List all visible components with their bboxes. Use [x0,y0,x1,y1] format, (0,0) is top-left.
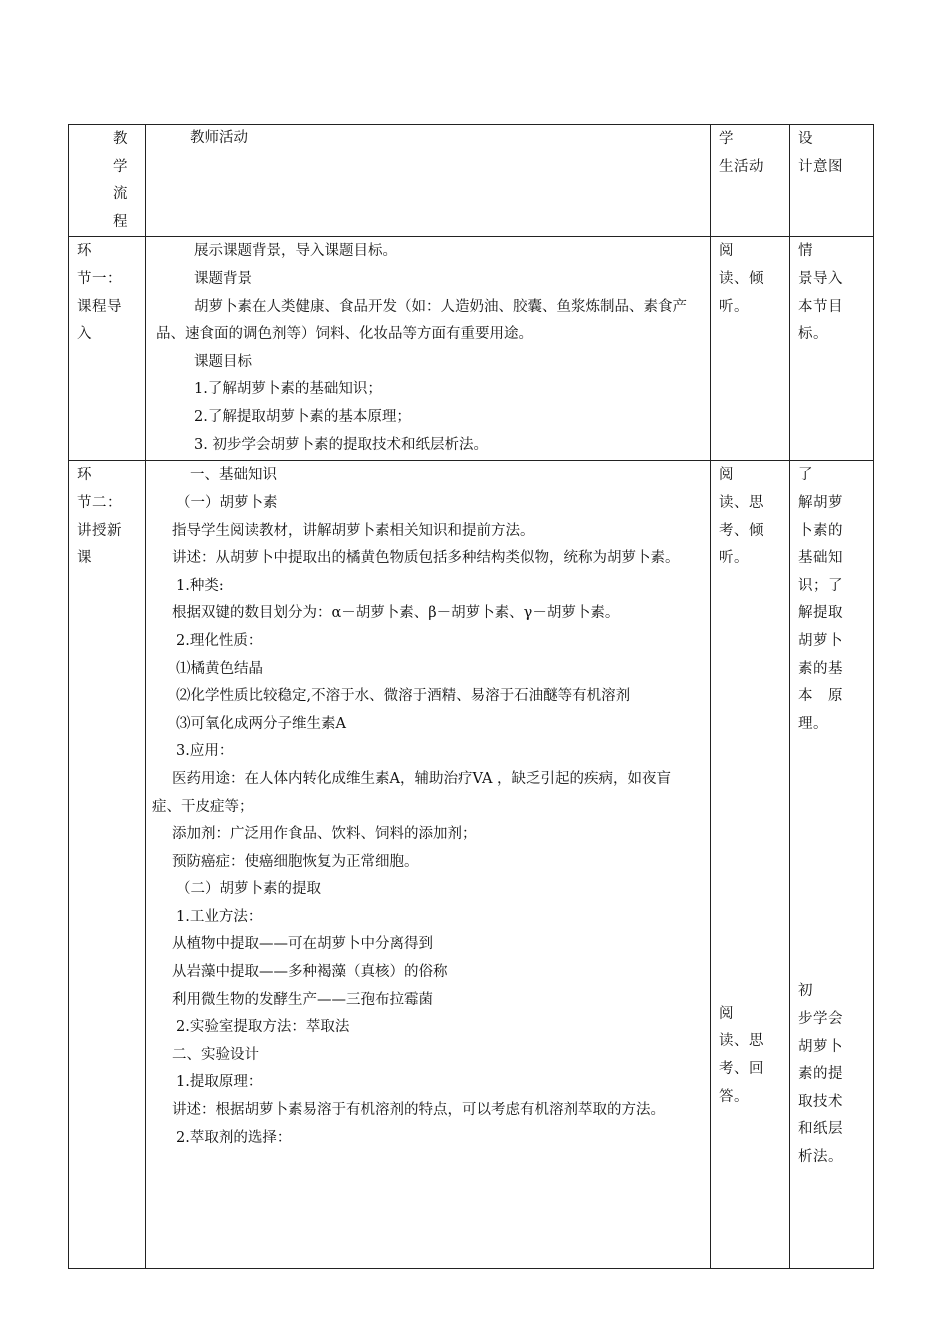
stage-1-intent-text: 情 景导入 本节目 标。 [798,243,843,343]
s2-line-1: （一）胡萝卜素 [176,494,278,511]
stage-1-teacher [146,237,711,461]
header-stage-text: 教 学流程 [113,131,128,230]
s1-line-6: 3. 初步学会胡萝卜素的提取技术和纸层析法。 [194,436,488,453]
s2-line-10: 3.应用： [176,743,234,760]
s2-line-9: ⑶可氧化成两分子维生素A [176,715,346,732]
stage-1-student [711,237,790,461]
s2-line-2: 指导学生阅读教材，讲解胡萝卜素相关知识和提前方法。 [172,522,535,539]
header-intent-text: 设 计意图 [798,131,843,175]
stage-1-student-text: 阅 读、倾 听。 [719,243,764,315]
header-intent [790,125,874,237]
s1-line-4: 1.了解胡萝卜素的基础知识； [194,381,382,398]
stage-1-intent [790,237,874,461]
stage-2-intent-b: 初 步学会 胡萝卜 素的提 取技术 和纸层 析法。 [798,983,843,1165]
header-teacher [146,125,711,237]
s1-line-5: 2.了解提取胡萝卜素的基本原理； [194,408,411,425]
s2-line-19: 2.实验室提取方法：萃取法 [176,1019,350,1036]
s2-line-15: 1.工业方法： [176,908,263,925]
s2-line-11: 医药用途：在人体内转化成维生素A，辅助治疗VA ，缺乏引起的疾病，如夜盲症、干皮症等； [152,770,672,815]
s2-line-20: 二、实验设计 [172,1046,259,1063]
s2-line-6: 2.理化性质： [176,632,263,649]
stage-2-label [69,461,146,1269]
stage-2-row [69,461,874,1269]
stage-2-intent-a: 了 解胡萝 卜素的 基础知 识；了 解提取 胡萝卜 素的基 本 原 理。 [798,467,843,732]
stage-2-student-b: 阅 读、思 考、回 答。 [719,1005,764,1105]
header-student-text: 学 生活动 [719,131,764,175]
s1-line-2: 胡萝卜素在人类健康、食品开发（如：人造奶油、胶囊、鱼浆炼制品、素食产品、速食面的调色剂等）饲料、化妆品等方面有重要用途。 [156,298,687,343]
s2-line-21: 1.提取原理： [176,1074,263,1091]
s2-line-0: 一、基础知识 [190,467,277,484]
s2-line-12: 添加剂：广泛用作食品、饮料、饲料的添加剂； [172,826,477,843]
s1-line-0: 展示课题背景，导入课题目标。 [194,243,397,260]
s1-line-1: 课题背景 [194,270,252,287]
s2-line-8: ⑵化学性质比较稳定,不溶于水、微溶于酒精、易溶于石油醚等有机溶剂 [176,688,631,705]
stage-2-student [711,461,790,1269]
s2-line-17: 从岩藻中提取——多种褐藻（真核）的俗称 [172,964,448,981]
s2-line-18: 利用微生物的发酵生产——三孢布拉霉菌 [172,991,433,1008]
stage-2-student-a: 阅 读、思 考、倾 听。 [719,467,764,567]
header-stage [69,125,146,237]
s2-line-4: 1.种类: [176,577,224,594]
stage-2-intent [790,461,874,1269]
stage-2-label-text: 环 节二： 讲授新 课 [77,467,122,567]
s2-line-14: （二）胡萝卜素的提取 [176,881,321,898]
s2-line-7: ⑴橘黄色结晶 [176,660,263,677]
stage-1-row [69,237,874,461]
header-teacher-text: 教师活动 [190,130,248,146]
lesson-plan-table [68,124,874,1269]
s2-line-22: 讲述：根据胡萝卜素易溶于有机溶剂的特点，可以考虑有机溶剂萃取的方法。 [172,1102,665,1119]
stage-1-label-text: 环 节一： 课程导 入 [77,243,122,343]
s1-line-3: 课题目标 [194,353,252,370]
s2-line-23: 2.萃取剂的选择： [176,1129,292,1146]
s2-line-5: 根据双键的数目划分为：α－胡萝卜素、β－胡萝卜素、γ－胡萝卜素。 [172,605,620,622]
s2-line-16: 从植物中提取——可在胡萝卜中分离得到 [172,936,433,953]
s2-line-13: 预防癌症：使癌细胞恢复为正常细胞。 [172,853,419,870]
stage-2-teacher [146,461,711,1269]
header-row [69,125,874,237]
stage-1-label [69,237,146,461]
s2-line-3: 讲述：从胡萝卜中提取出的橘黄色物质包括多种结构类似物，统称为胡萝卜素。 [172,550,680,567]
header-student [711,125,790,237]
